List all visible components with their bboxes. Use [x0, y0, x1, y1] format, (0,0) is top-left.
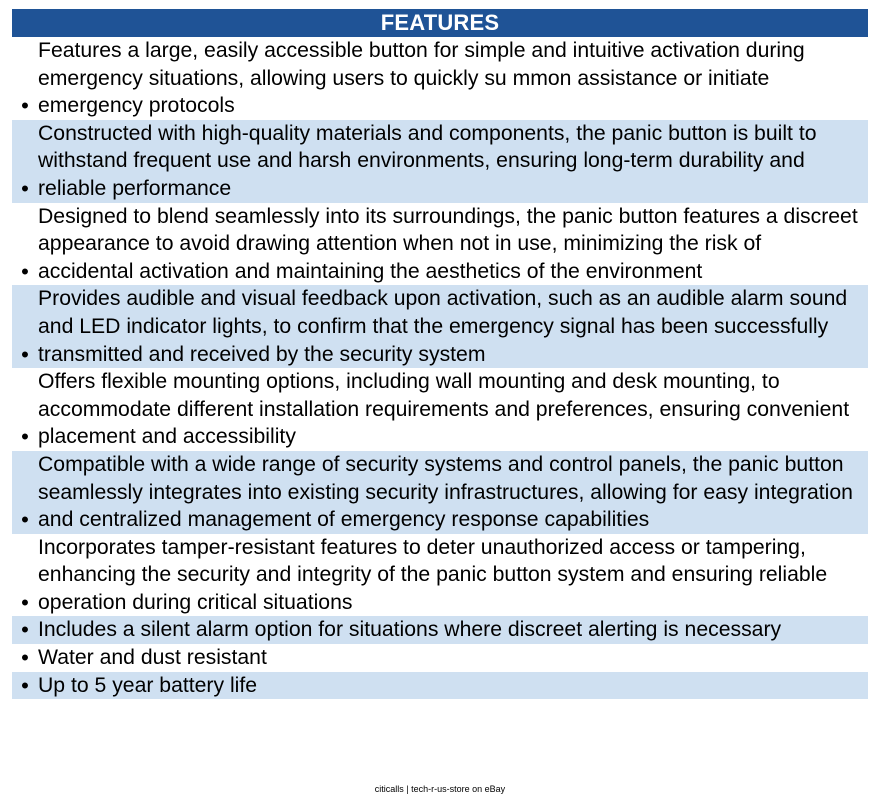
feature-text: Water and dust resistant — [38, 646, 267, 670]
feature-text: Up to 5 year battery life — [38, 673, 258, 697]
bullet-icon: • — [21, 93, 29, 119]
bullet-icon: • — [21, 589, 29, 615]
bullet-icon: • — [21, 645, 29, 671]
feature-text: Offers flexible mounting options, including wall mounting and desk mounting, to accommodate different installation requirements and preferences, ensuring convenient placement and accessibility — [38, 370, 850, 449]
bullet-icon: • — [21, 175, 29, 201]
feature-item — [12, 37, 868, 120]
bullet-icon: • — [21, 507, 29, 533]
features-header: FEATURES — [12, 9, 868, 37]
feature-item — [12, 616, 868, 644]
feature-item — [12, 285, 868, 368]
feature-item — [12, 368, 868, 451]
feature-item — [12, 203, 868, 286]
feature-item — [12, 451, 868, 534]
feature-text: Constructed with high-quality materials and components, the panic button is built to withstand frequent use and harsh environments, ensuring long-term durability and reliable performance — [38, 121, 817, 200]
feature-item — [12, 644, 868, 672]
features-panel — [12, 9, 868, 699]
feature-item — [12, 120, 868, 203]
feature-list — [12, 37, 868, 699]
feature-item — [12, 672, 868, 700]
feature-text: Includes a silent alarm option for situations where discreet alerting is necessary — [38, 618, 782, 642]
footer-credit: citicalls | tech-r-us-store on eBay — [374, 784, 506, 794]
bullet-icon: • — [21, 258, 29, 284]
bullet-icon: • — [21, 672, 29, 698]
feature-text: Provides audible and visual feedback upon activation, such as an audible alarm sound and LED indicator lights, to confirm that the emergency signal has been successfully transmitted and received by the security system — [38, 287, 848, 366]
bullet-icon: • — [21, 617, 29, 643]
feature-text: Designed to blend seamlessly into its surroundings, the panic button features a discreet appearance to avoid drawing attention when not in use, minimizing the risk of accidental activation and maintaining the aesthetics of the environment — [38, 204, 858, 283]
feature-item — [12, 534, 868, 617]
bullet-icon: • — [21, 424, 29, 450]
feature-text: Features a large, easily accessible button for simple and intuitive activation during emergency situations, allowing users to quickly su mmon assistance or initiate emergency protocols — [38, 39, 805, 118]
feature-text: Incorporates tamper-resistant features to deter unauthorized access or tampering, enhancing the security and integrity of the panic button system and ensuring reliable operation during critical situations — [38, 535, 828, 614]
bullet-icon: • — [21, 341, 29, 367]
feature-text: Compatible with a wide range of security systems and control panels, the panic button seamlessly integrates into existing security infrastructures, allowing for easy integration and centralized management of emergency response capabilities — [38, 452, 853, 532]
